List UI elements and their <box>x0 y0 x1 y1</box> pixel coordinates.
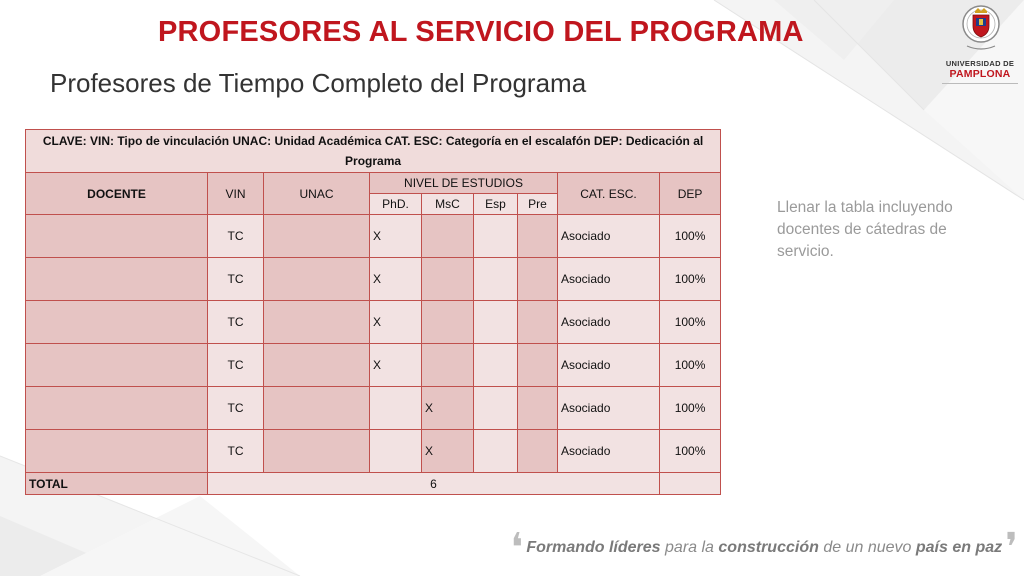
cell-unac <box>264 258 370 301</box>
logo-text-universidad: UNIVERSIDAD DE <box>945 59 1015 68</box>
cell-msc <box>422 344 474 387</box>
professors-table <box>25 129 721 495</box>
quote-mark-close-icon: ❜ <box>1005 525 1018 571</box>
slogan-word-formando: Formando <box>526 539 605 556</box>
table-key-text: CLAVE: VIN: Tipo de vinculación UNAC: Unidad Académica CAT. ESC: Categoría en el escalafón DEP: Dedicación al Programa <box>26 130 721 173</box>
cell-pre <box>518 387 558 430</box>
table-header-row <box>26 173 721 194</box>
cell-unac <box>264 387 370 430</box>
cell-unac <box>264 301 370 344</box>
cell-cat: Asociado <box>558 258 660 301</box>
cell-phd: X <box>370 258 422 301</box>
table-row <box>26 387 721 430</box>
instruction-note: Llenar la tabla incluyendo docentes de cátedras de servicio. <box>777 199 953 260</box>
cell-phd: X <box>370 301 422 344</box>
logo-underline <box>942 83 1018 84</box>
cell-msc <box>422 301 474 344</box>
cell-docente <box>26 430 208 473</box>
cell-vin: TC <box>208 301 264 344</box>
col-header-dep: DEP <box>660 173 721 215</box>
cell-unac <box>264 344 370 387</box>
logo-text-pamplona: PAMPLONA <box>949 68 1011 80</box>
slogan-word-construccion: construcción <box>718 539 819 556</box>
col-header-pre: Pre <box>518 194 558 215</box>
cell-msc <box>422 215 474 258</box>
cell-unac <box>264 215 370 258</box>
cell-docente <box>26 387 208 430</box>
cell-pre <box>518 215 558 258</box>
col-header-esp: Esp <box>474 194 518 215</box>
cell-vin: TC <box>208 344 264 387</box>
total-label: TOTAL <box>26 473 208 495</box>
cell-docente <box>26 301 208 344</box>
cell-pre <box>518 258 558 301</box>
cell-dep: 100% <box>660 344 721 387</box>
cell-phd: X <box>370 344 422 387</box>
cell-dep: 100% <box>660 387 721 430</box>
cell-esp <box>474 215 518 258</box>
cell-cat: Asociado <box>558 344 660 387</box>
cell-pre <box>518 301 558 344</box>
total-value: 6 <box>208 473 660 495</box>
cell-unac <box>264 430 370 473</box>
cell-msc: X <box>422 387 474 430</box>
quote-mark-icon: ❛ <box>510 525 524 571</box>
cell-dep: 100% <box>660 258 721 301</box>
table-row <box>26 301 721 344</box>
page-title: PROFESORES AL SERVICIO DEL PROGRAMA <box>158 16 804 48</box>
cell-docente <box>26 344 208 387</box>
total-blank-cell <box>660 473 721 495</box>
col-header-msc: MsC <box>422 194 474 215</box>
col-header-unac: UNAC <box>264 173 370 215</box>
cell-docente <box>26 215 208 258</box>
cell-dep: 100% <box>660 215 721 258</box>
slogan-word-lideres: líderes <box>608 539 661 556</box>
university-logo <box>940 4 1020 88</box>
table-key-row <box>26 130 721 173</box>
col-header-cat: CAT. ESC. <box>558 173 660 215</box>
cell-esp <box>474 258 518 301</box>
col-header-docente: DOCENTE <box>26 173 208 215</box>
cell-msc <box>422 258 474 301</box>
cell-cat: Asociado <box>558 430 660 473</box>
cell-vin: TC <box>208 387 264 430</box>
cell-dep: 100% <box>660 301 721 344</box>
cell-vin: TC <box>208 430 264 473</box>
page-subtitle: Profesores de Tiempo Completo del Programa <box>50 68 587 98</box>
cell-cat: Asociado <box>558 301 660 344</box>
cell-esp <box>474 344 518 387</box>
table-row <box>26 258 721 301</box>
cell-msc: X <box>422 430 474 473</box>
university-crest-icon <box>961 4 1001 56</box>
cell-phd: X <box>370 215 422 258</box>
cell-cat: Asociado <box>558 215 660 258</box>
cell-pre <box>518 430 558 473</box>
table-row <box>26 430 721 473</box>
cell-cat: Asociado <box>558 387 660 430</box>
cell-vin: TC <box>208 258 264 301</box>
slogan-word-para-la: para la <box>665 539 714 556</box>
table-total-row <box>26 473 721 495</box>
cell-phd <box>370 387 422 430</box>
cell-vin: TC <box>208 215 264 258</box>
cell-dep: 100% <box>660 430 721 473</box>
cell-esp <box>474 301 518 344</box>
cell-docente <box>26 258 208 301</box>
table-row <box>26 344 721 387</box>
col-header-nivel: NIVEL DE ESTUDIOS <box>370 173 558 194</box>
cell-esp <box>474 387 518 430</box>
table-row <box>26 215 721 258</box>
cell-esp <box>474 430 518 473</box>
cell-phd <box>370 430 422 473</box>
col-header-phd: PhD. <box>370 194 422 215</box>
col-header-vin: VIN <box>208 173 264 215</box>
footer-slogan <box>510 525 1018 571</box>
slogan-word-de-un-nuevo: de un nuevo <box>823 539 912 556</box>
cell-pre <box>518 344 558 387</box>
slogan-word-pais-en-paz: país en paz <box>915 539 1003 556</box>
